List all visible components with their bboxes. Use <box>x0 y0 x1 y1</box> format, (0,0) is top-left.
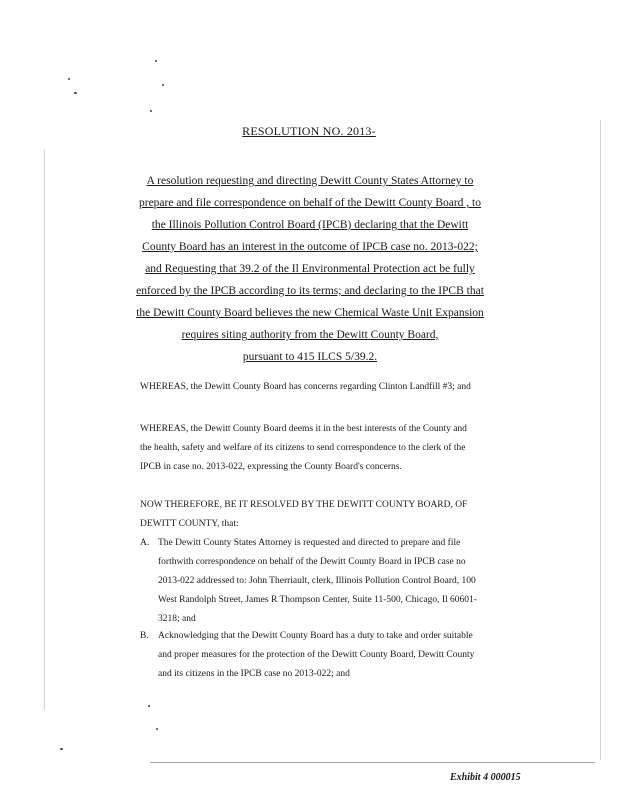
whereas-clause-1 <box>140 378 490 397</box>
intro-line: prepare and file correspondence on behalf of the Dewitt County Board , to <box>138 197 481 209</box>
intro-line: A resolution requesting and directing Dewitt County States Attorney to <box>146 175 474 187</box>
item-line: West Randolph Street, James R Thompson Center, Suite 11-500, Chicago, Il 60601- <box>158 595 477 605</box>
scan-speck <box>150 110 152 112</box>
item-line: forthwith correspondence on behalf of the Dewitt County Board in IPCB case no <box>158 557 466 567</box>
resolution-title: RESOLUTION NO. 2013- <box>242 124 376 138</box>
intro-line: and Requesting that 39.2 of the Il Environmental Protection act be fully <box>145 263 475 275</box>
scan-speck <box>74 92 77 94</box>
whereas-line: WHEREAS, the Dewitt County Board deems it in the best interests of the County and <box>140 424 467 434</box>
exhibit-stamp: Exhibit 4 000015 <box>450 772 521 783</box>
scan-edge-line <box>44 150 45 710</box>
resolved-line: DEWITT COUNTY, that: <box>140 519 239 529</box>
resolution-intro <box>120 170 500 368</box>
item-line: Acknowledging that the Dewitt County Board has a duty to take and order suitable <box>158 631 473 641</box>
intro-line: the Dewitt County Board believes the new Chemical Waste Unit Expansion <box>136 307 484 319</box>
item-line: and its citizens in the IPCB case no 2013-022; and <box>158 669 350 679</box>
intro-line: enforced by the IPCB according to its terms; and declaring to the IPCB that <box>136 285 484 297</box>
item-line: 2013-022 addressed to: John Therriault, clerk, Illinois Pollution Control Board, 100 <box>158 576 476 586</box>
resolved-line: NOW THEREFORE, BE IT RESOLVED BY THE DEWITT COUNTY BOARD, OF <box>140 500 468 510</box>
intro-line: pursuant to 415 ILCS 5/39.2. <box>242 351 378 363</box>
whereas-line: the health, safety and welfare of its citizens to send correspondence to the clerk of the <box>140 443 466 453</box>
scan-speck <box>60 748 63 750</box>
scan-speck <box>68 78 70 80</box>
scan-speck <box>155 60 157 62</box>
intro-line: requires siting authority from the Dewitt County Board, <box>181 329 439 341</box>
item-letter: B. <box>140 631 149 641</box>
intro-line: the Illinois Pollution Control Board (IPCB) declaring that the Dewitt <box>151 219 469 231</box>
resolved-clause <box>140 496 490 534</box>
footer-rule <box>150 762 595 763</box>
whereas-line: WHEREAS, the Dewitt County Board has concerns regarding Clinton Landfill #3; and <box>140 382 471 392</box>
scan-speck <box>148 705 150 707</box>
whereas-clause-2 <box>140 420 490 477</box>
scan-speck <box>156 728 158 730</box>
whereas-line: IPCB in case no. 2013-022, expressing the County Board's concerns. <box>140 462 402 472</box>
item-letter: A. <box>140 538 150 548</box>
scan-edge-line <box>600 120 601 760</box>
intro-line: County Board has an interest in the outcome of IPCB case no. 2013-022; <box>142 241 478 253</box>
item-line: 3218; and <box>158 614 196 624</box>
item-line: and proper measures for the protection of the Dewitt County Board, Dewitt County <box>158 650 475 660</box>
item-line: The Dewitt County States Attorney is requested and directed to prepare and file <box>158 538 461 548</box>
scan-speck <box>162 84 164 86</box>
